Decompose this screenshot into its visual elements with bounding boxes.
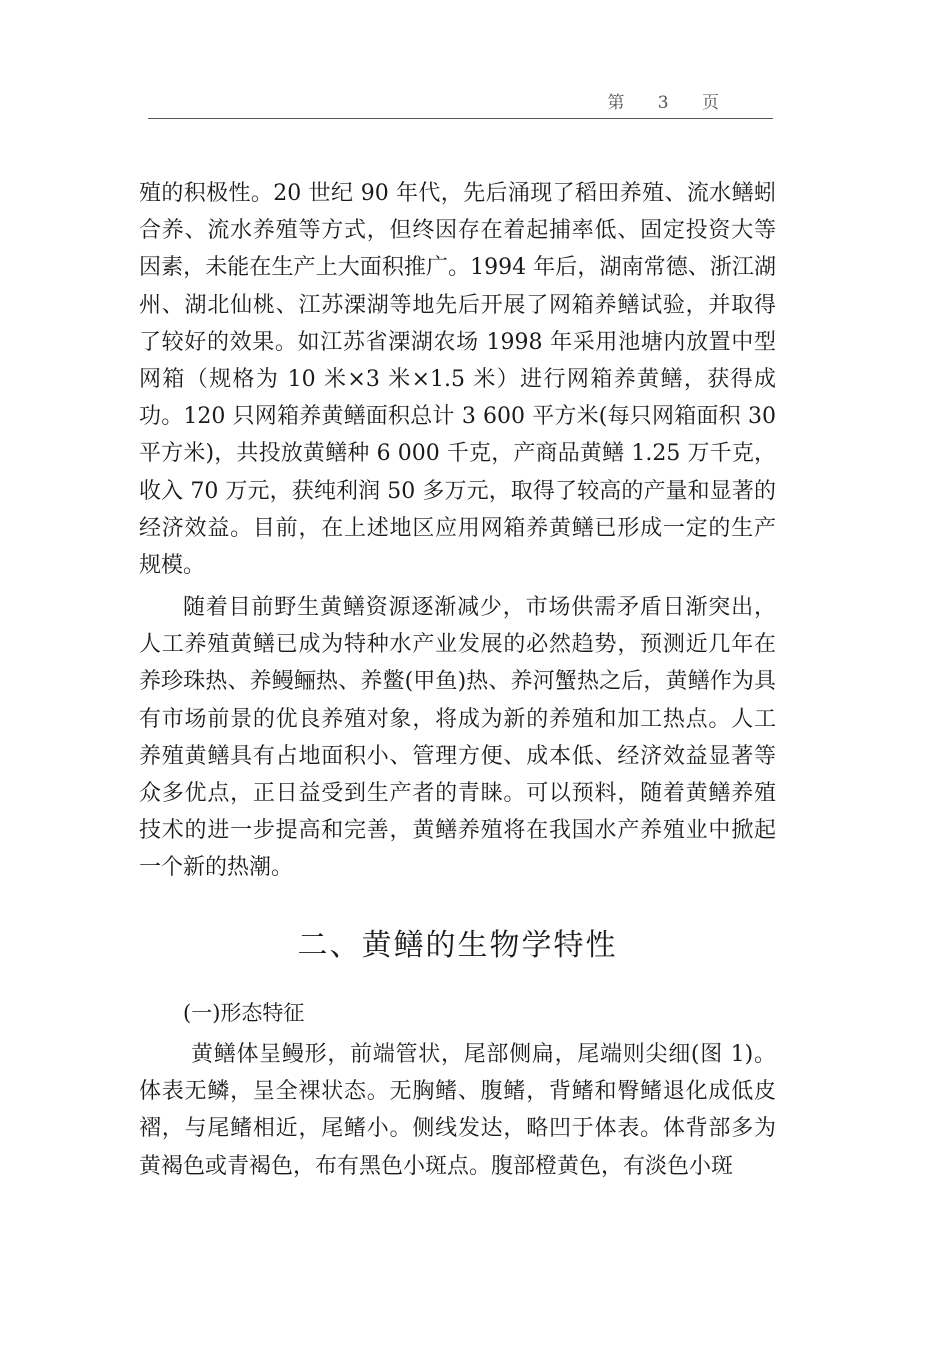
subsection-heading: (一)形态特征 xyxy=(183,1001,305,1025)
page-header xyxy=(148,84,773,119)
paragraph-market-outlook: 随着目前野生黄鳝资源逐渐减少，市场供需矛盾日渐突出，人工养殖黄鳝已成为特种水产业发展的必然趋势，预测近几年在养珍珠热、养鳗鲡热、养鳖(甲鱼)热、养河蟹热之后，黄鳝作为具有市场前景的优良养殖对象，将成为新的养殖和加工热点。人工养殖黄鳝具有占地面积小、管理方便、成本低、经济效益显著等众多优点，正日益受到生产者的青睐。可以预料，随着黄鳝养殖技术的进一步提高和完善，黄鳝养殖将在我国水产养殖业中掀起一个新的热潮。 xyxy=(139,595,776,881)
page-number: 第 3 页 xyxy=(607,93,733,113)
section-heading: 二、黄鳝的生物学特性 xyxy=(297,928,618,963)
paragraph-aquaculture-history: 殖的积极性。20 世纪 90 年代，先后涌现了稻田养殖、流水鳝蚓合养、流水养殖等方式，但终因存在着起捕率低、固定投资大等因素，未能在生产上大面积推广。1994 年后，湖南常德、浙江湖州、湖北仙桃、江苏溧湖等地先后开展了网箱养鳝试验，并取得了较好的效果。如江苏省溧湖农场 1998 年采用池塘内放置中型网箱（规格为 10 米×3 米×1.5 米）进行网箱养黄鳝，获得成功。120 只网箱养黄鳝面积总计 3 600 平方米(每只网箱面积 30 平方米)，共投放黄鳝种 6 000 千克，产商品黄鳝 1.25 万千克，收入 70 万元，获纯利润 50 多万元，取得了较高的产量和显著的经济效益。目前，在上述地区应用网箱养黄鳝已形成一定的生产规模。 xyxy=(139,181,776,579)
paragraph-morphology: 黄鳝体呈鳗形，前端管状，尾部侧扁，尾端则尖细(图 1)。体表无鳞，呈全裸状态。无胸鳍、腹鳍，背鳍和臀鳍退化成低皮褶，与尾鳍相近，尾鳍小。侧线发达，略凹于体表。体背部多为黄褐色或青褐色，布有黑色小斑点。腹部橙黄色，有淡色小斑 xyxy=(139,1042,776,1179)
